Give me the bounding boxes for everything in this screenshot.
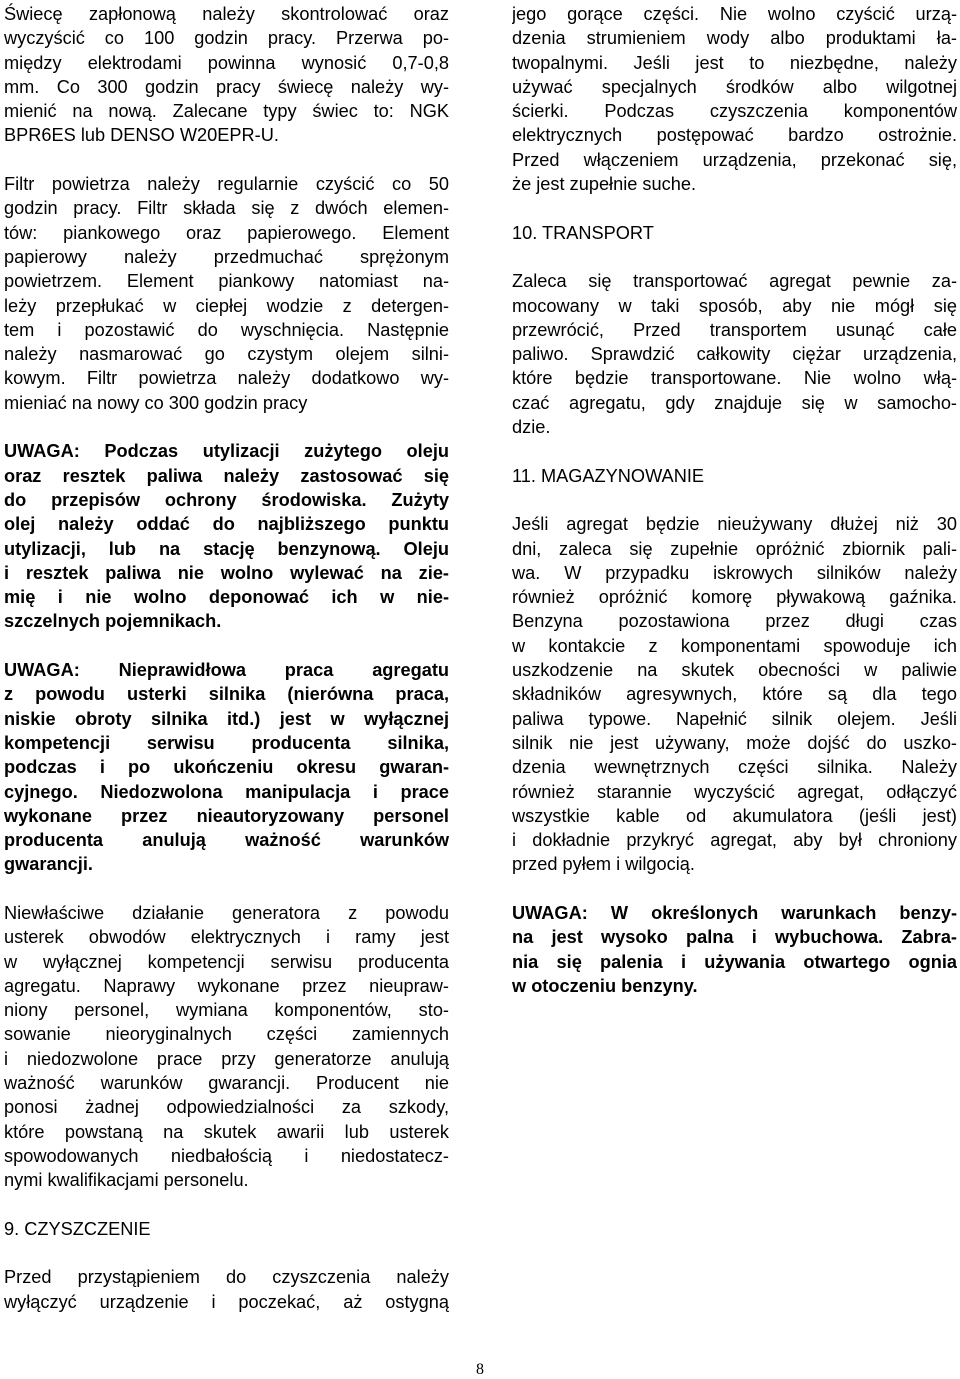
paragraph-cleaning [4, 1265, 449, 1314]
paragraph-gap [512, 877, 957, 901]
text-line: ścierki. Podczas czyszczenia komponentów [512, 101, 957, 122]
text-line: niskie obroty silnika itd.) jest w wyłącznej [4, 708, 449, 729]
paragraph-gap [4, 634, 449, 658]
text-line: mieniać na nowy co 300 godzin pracy [4, 392, 308, 413]
text-line: utylizacji, lub na stację benzynową. Oleju [4, 538, 449, 559]
text-line: jego gorące części. Nie wolno czyścić urzą- [512, 4, 957, 24]
paragraph-gap [4, 415, 449, 439]
text-line: dni, zaleca się zupełnie opróżnić zbiornik pali- [512, 538, 957, 559]
text-line: spowodowanych niedbałością i niedostatecz- [4, 1145, 449, 1166]
text-line: paliwa typowe. Napełnić silnik olejem. Jeśli [512, 708, 957, 729]
text-line: i resztek paliwa nie wolno wylewać na zie- [4, 562, 449, 583]
text-line: twopalnymi. Jeśli jest to niezbędne, należy [512, 52, 957, 73]
text-line: z powodu usterki silnika (nierówna praca, [4, 684, 449, 705]
text-line: Filtr powietrza należy regularnie czyścić co 50 [4, 174, 449, 195]
text-line: wykonane przez nieautoryzowany personel [4, 805, 449, 826]
warning-oil-disposal [4, 439, 449, 633]
right-column [512, 2, 957, 998]
text-line: powietrzem. Element piankowy natomiast na- [4, 271, 449, 292]
text-line: mienić na nową. Zalecane typy świec to: NGK [4, 101, 449, 122]
paragraph-gap [4, 877, 449, 901]
text-line: silnik nie jest używany, może dojść do uszko- [512, 732, 957, 753]
text-line: również starannie wyczyścić agregat, odłączyć [512, 781, 957, 802]
paragraph-gap [512, 439, 957, 463]
text-line: sowanie nieoryginalnych części zamiennych [4, 1024, 449, 1045]
text-line: ważność warunków gwarancji. Producent nie [4, 1073, 449, 1094]
text-line: przewrócić, Przed transportem usunąć całe [512, 319, 957, 340]
paragraph-gap [4, 1193, 449, 1217]
text-line: wa. W przypadku iskrowych silników należy [512, 562, 957, 583]
text-line: dzenia strumieniem wody albo produktami ła- [512, 28, 957, 49]
text-line: wyczyścić co 100 godzin pracy. Przerwa po- [4, 28, 449, 49]
paragraph-cleaning-continued [512, 2, 957, 196]
text-line: producenta anulują ważność warunków [4, 830, 449, 851]
text-line: agregatu. Naprawy wykonane przez nieupraw- [4, 975, 449, 996]
text-line: dzenia wewnętrznych części silnika. Należy [512, 757, 957, 778]
text-line: tem i pozostawić do wyschnięcia. Następnie [4, 319, 449, 340]
text-line: Jeśli agregat będzie nieużywany dłużej niż 30 [512, 514, 957, 535]
text-line: Benzyna pozostawiona przez długi czas [512, 611, 957, 632]
text-line: że jest zupełnie suche. [512, 174, 697, 195]
text-line: czać agregatu, gdy znajduje się w samocho- [512, 392, 957, 413]
text-line: i niedozwolone prace przy generatorze anulują [4, 1048, 449, 1069]
text-line: między elektrodami powinna wynosić 0,7-0,8 [4, 52, 449, 73]
text-line: również opróżnić komorę pływakową gaźnika. [512, 587, 957, 608]
text-line: kowym. Filtr powietrza należy dodatkowo wy- [4, 368, 449, 389]
text-line: niony personel, wymiana komponentów, sto- [4, 1000, 449, 1021]
paragraph-gap [512, 245, 957, 269]
text-line: szczelnych pojemnikach. [4, 611, 222, 632]
text-line: w wyłącznej kompetencji serwisu producenta [4, 951, 449, 972]
text-line: ponosi żadnej odpowiedzialności za szkody, [4, 1097, 449, 1118]
text-line: wszystkie kable od akumulatora (jeśli jest) [512, 805, 957, 826]
text-line: BPR6ES lub DENSO W20EPR-U. [4, 125, 279, 146]
paragraph-air-filter [4, 172, 449, 415]
text-line: które będzie transportowane. Nie wolno włą- [512, 368, 957, 389]
text-line: podczas i po ukończeniu okresu gwaran- [4, 757, 449, 778]
paragraph-storage [512, 512, 957, 876]
text-line: i dokładnie przykryć agregat, aby był chroniony [512, 830, 957, 851]
text-line: należy nasmarować go czystym olejem silni- [4, 344, 449, 365]
text-line: UWAGA: W określonych warunkach benzy- [512, 902, 957, 923]
text-line: cyjnego. Niedozwolona manipulacja i prace [4, 781, 449, 802]
text-line: olej należy oddać do najbliższego punktu [4, 514, 449, 535]
text-line: Zaleca się transportować agregat pewnie za- [512, 271, 957, 292]
text-line: leży przepłukać w ciepłej wodzie z detergen- [4, 295, 449, 316]
text-line: Świecę zapłonową należy skontrolować oraz [4, 4, 449, 24]
text-line: tów: piankowego oraz papierowego. Element [4, 222, 449, 243]
text-line: dzie. [512, 417, 551, 438]
text-line: w otoczeniu benzyny. [512, 975, 698, 996]
left-column [4, 2, 449, 1314]
text-line: mocowany w taki sposób, aby nie mógł się [512, 295, 957, 316]
text-line: mię i nie wolno deponować ich w nie- [4, 587, 449, 608]
text-line: wyłączyć urządzenie i poczekać, aż ostygną [4, 1291, 449, 1312]
text-line: przed pyłem i wilgocią. [512, 854, 695, 875]
page-number: 8 [476, 1361, 484, 1378]
paragraph-transport [512, 269, 957, 439]
text-line: mm. Co 300 godzin pracy świecę należy wy- [4, 76, 449, 97]
text-line: elektrycznych postępować bardzo ostrożnie. [512, 125, 957, 146]
paragraph-gap [4, 1241, 449, 1265]
text-line: w kontakcie z komponentami spowoduje ich [512, 635, 957, 656]
text-line: uszkodzenie na skutek obecności w paliwie [512, 660, 957, 681]
text-line: używać specjalnych środków albo wilgotnej [512, 76, 957, 97]
text-line: Niewłaściwe działanie generatora z powodu [4, 902, 449, 923]
text-line: kompetencji serwisu producenta silnika, [4, 732, 449, 753]
text-line: papierowy należy przedmuchać sprężonym [4, 246, 449, 267]
paragraph-improper-operation [4, 901, 449, 1193]
warning-warranty [4, 658, 449, 877]
text-line: usterek obwodów elektrycznych i ramy jest [4, 927, 449, 948]
text-line: Przed włączeniem urządzenia, przekonać się, [512, 149, 957, 170]
text-line: do przepisów ochrony środowiska. Zużyty [4, 489, 449, 510]
text-line: nia się palenia i używania otwartego ognia [512, 951, 957, 972]
section-heading-cleaning: 9. CZYSZCZENIE [4, 1218, 151, 1239]
paragraph-gap [512, 488, 957, 512]
text-line: które powstaną na skutek awarii lub usterek [4, 1121, 449, 1142]
text-line: godzin pracy. Filtr składa się z dwóch elemen- [4, 198, 449, 219]
text-line: UWAGA: Podczas utylizacji zużytego oleju [4, 441, 449, 462]
text-line: paliwo. Sprawdzić całkowity ciężar urządzenia, [512, 344, 957, 365]
warning-fuel-flammable [512, 901, 957, 998]
paragraph-gap [512, 196, 957, 220]
text-line: oraz resztek paliwa należy zastosować się [4, 465, 449, 486]
text-line: nymi kwalifikacjami personelu. [4, 1170, 249, 1191]
paragraph-gap [4, 148, 449, 172]
text-line: UWAGA: Nieprawidłowa praca agregatu [4, 660, 449, 681]
text-line: składników agresywnych, które są dla tego [512, 684, 957, 705]
section-heading-storage: 11. MAGAZYNOWANIE [512, 465, 705, 486]
section-heading-transport: 10. TRANSPORT [512, 222, 654, 243]
text-line: gwarancji. [4, 854, 93, 875]
text-line: Przed przystąpieniem do czyszczenia należy [4, 1267, 449, 1288]
text-line: na jest wysoko palna i wybuchowa. Zabra- [512, 927, 957, 948]
paragraph-spark-plug [4, 2, 449, 148]
